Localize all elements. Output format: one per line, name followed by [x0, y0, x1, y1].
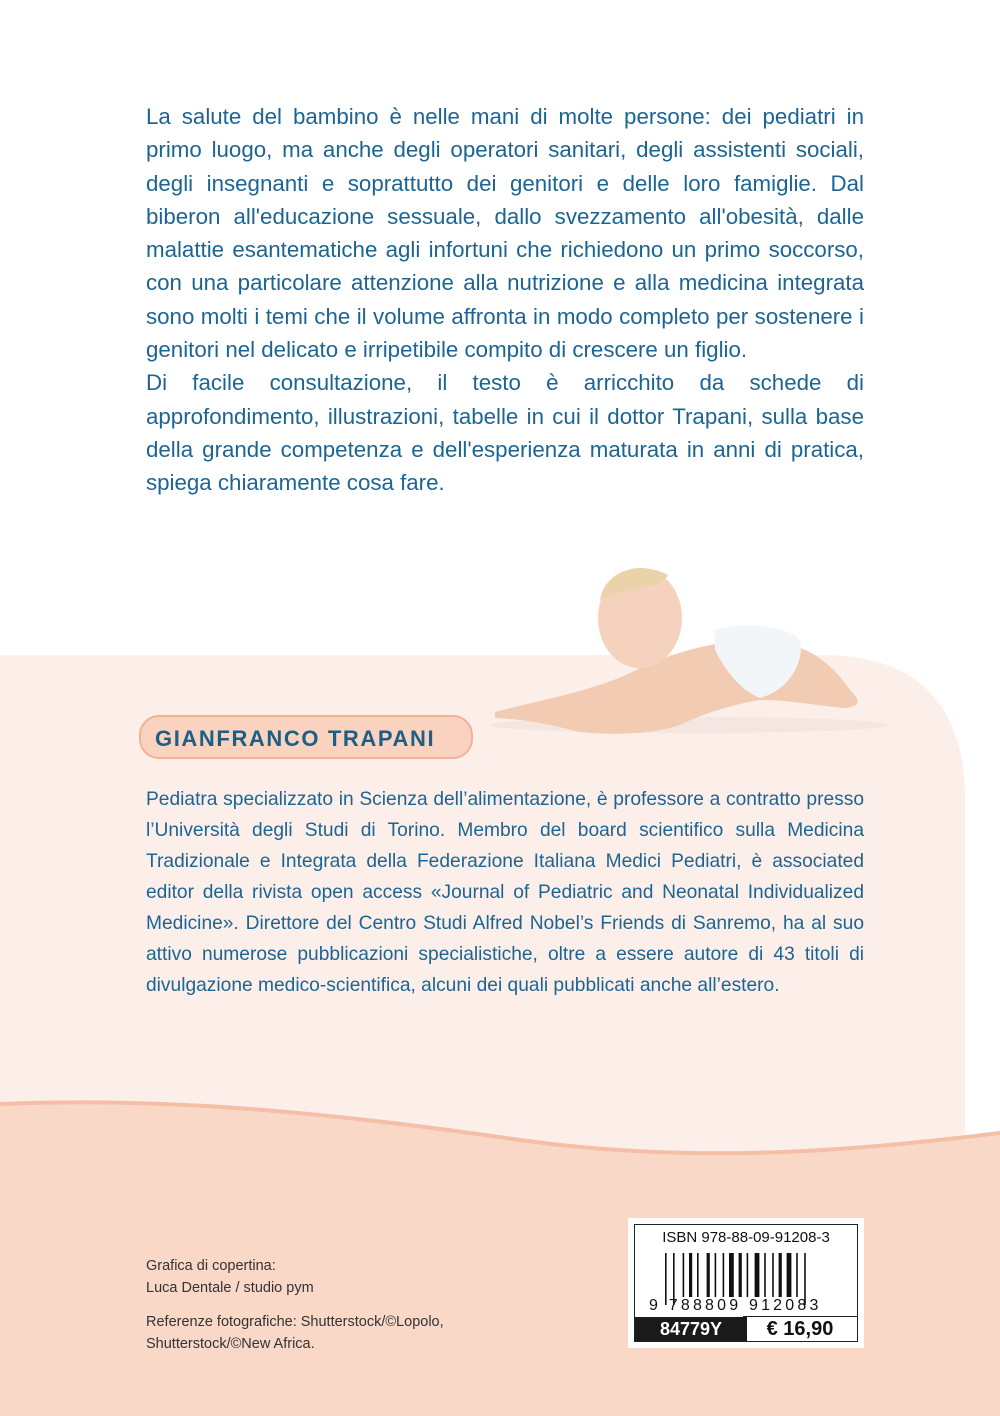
photo-credit-line: Referenze fotografiche: Shutterstock/©Lopolo,	[146, 1314, 444, 1330]
cover-credit-label: Grafica di copertina:	[146, 1258, 276, 1274]
cover-credit-value: Luca Dentale / studio pym	[146, 1279, 314, 1296]
back-cover-blurb	[146, 100, 864, 500]
author-name-badge	[139, 715, 473, 759]
barcode-digits: 9 788809 912083	[649, 1297, 822, 1314]
author-name: GIANFRANCO TRAPANI	[155, 726, 436, 751]
product-code: 84779Y	[635, 1317, 747, 1341]
photo-credit-line: Shutterstock/©New Africa.	[146, 1335, 315, 1352]
credits	[146, 1256, 444, 1368]
blurb-paragraph: Di facile consultazione, il testo è arricchito da schede di approfondimento, illustrazioni, tabelle in cui il dottor Trapani, sulla base della grande competenza e dell'esperienza maturata in anni di pratica, spiega chiaramente cosa fare.	[146, 370, 864, 496]
author-bio: Pediatra specializzato in Scienza dell’alimentazione, è professore a contratto presso l’Università degli Studi di Torino. Membro del board scientifico sulla Medicina Tradizionale e Integrata della Federazione Italiana Medici Pediatri, è associated editor della rivista open access «Journal of Pediatric and Neonatal Individualized Medicine». Direttore del Centro Studi Alfred Nobel’s Friends di Sanremo, ha al suo attivo numerose pubblicazioni specialistiche, oltre a essere autore di 43 titoli di divulgazione medico-scientifica, alcuni dei quali pubblicati anche all’estero.	[146, 789, 864, 996]
blurb-paragraph: La salute del bambino è nelle mani di molte persone: dei pediatri in primo luogo, ma anche degli operatori sanitari, degli assistenti sociali, degli insegnanti e soprattutto dei genitori e delle loro famiglie. Dal biberon all'educazione sessuale, dallo svezzamento all'obesità, dalle malattie esantematiche agli infortuni che richiedono un primo soccorso, con una particolare attenzione alla nutrizione e alla medicina integrata sono molti i temi che il volume affronta in modo completo per sostenere i genitori nel delicato e irripetibile compito di crescere un figlio.	[146, 104, 864, 363]
isbn-text: ISBN 978-88-09-91208-3	[662, 1229, 830, 1246]
price: € 16,90	[743, 1316, 857, 1341]
barcode-label	[628, 1218, 864, 1348]
